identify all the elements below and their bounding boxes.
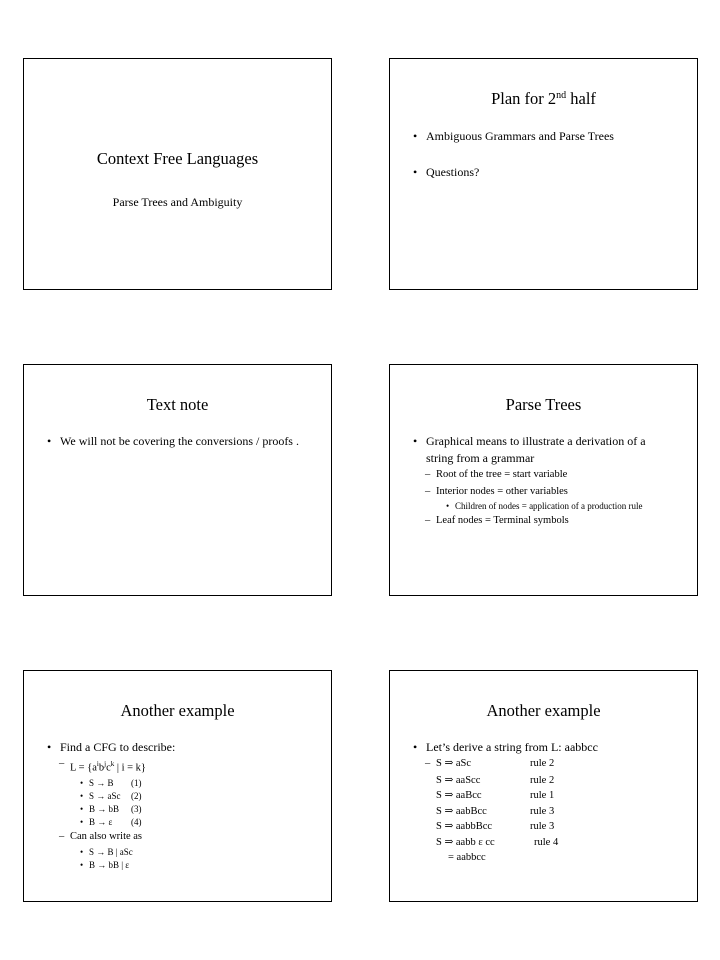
slide-title: Context Free Languages [96, 149, 259, 168]
slide-another-example-cfg [23, 670, 332, 902]
sub-bullet: – Interior nodes = other variables [413, 484, 675, 501]
grammar-rule: • B → bB (3) [47, 803, 319, 816]
slide-title: Plan for 2nd half [491, 89, 596, 108]
slide-content [413, 433, 675, 530]
sub-bullet: – Root of the tree = start variable [413, 467, 675, 484]
derivation-step: S ⇒ aaBcc rule 1 [436, 790, 555, 801]
grammar-rule: • S → B (1) [47, 777, 319, 790]
slide-another-example-derivation [389, 670, 698, 902]
slide-subtitle: Parse Trees and Ambiguity [112, 195, 243, 209]
slide-title: Text note [146, 395, 209, 414]
grammar-rule: • S → aSc (2) [47, 790, 319, 803]
language-definition: – $L = \{a^ib^jc^k$ | i = k} [47, 756, 319, 777]
bullet-item: • Graphical means to illustrate a derivation of a string from a grammar [413, 433, 675, 467]
slide-title: Another example [486, 701, 601, 720]
sub-bullet: – Leaf nodes = Terminal symbols [413, 513, 675, 530]
bullet-item: • We will not be covering the conversions / proofs . [47, 433, 303, 450]
slide-plan-second-half [389, 58, 698, 290]
derivation-step: S ⇒ aaScc rule 2 [436, 774, 555, 786]
bullet-item: • Find a CFG to describe: [47, 739, 319, 756]
bullet-item: • Ambiguous Grammars and Parse Trees [413, 128, 685, 145]
bullet-item: • Let’s derive a string from L: aabbcc [413, 739, 685, 756]
slide-title: Another example [120, 701, 235, 720]
grammar-rule: • S → B | aSc [47, 846, 319, 859]
sub-sub-bullet: • Children of nodes = application of a production rule [413, 500, 675, 513]
bullet-item: • Questions? [413, 164, 685, 181]
slide-parse-trees [389, 364, 698, 596]
grammar-rule: • B → ε (4) [47, 816, 319, 829]
derivation-result: = aabbcc [448, 852, 486, 863]
derivation-step: – S ⇒ aSc rule 2 [413, 756, 685, 773]
derivation-step: S ⇒ aabb ε cc rule 4 [436, 836, 559, 848]
slide-title: Parse Trees [505, 395, 582, 414]
derivation-step: S ⇒ aabbBcc rule 3 [436, 821, 555, 832]
slide-content [413, 739, 685, 866]
slide-content [47, 433, 303, 450]
sub-bullet: – Can also write as [47, 829, 319, 846]
slide-content [413, 128, 685, 181]
slide-context-free-languages [23, 58, 332, 290]
derivation-step: S ⇒ aabBcc rule 3 [436, 805, 555, 817]
slide-text-note [23, 364, 332, 596]
slide-content [47, 739, 319, 872]
grammar-rule: • B → bB | ε [47, 859, 319, 872]
